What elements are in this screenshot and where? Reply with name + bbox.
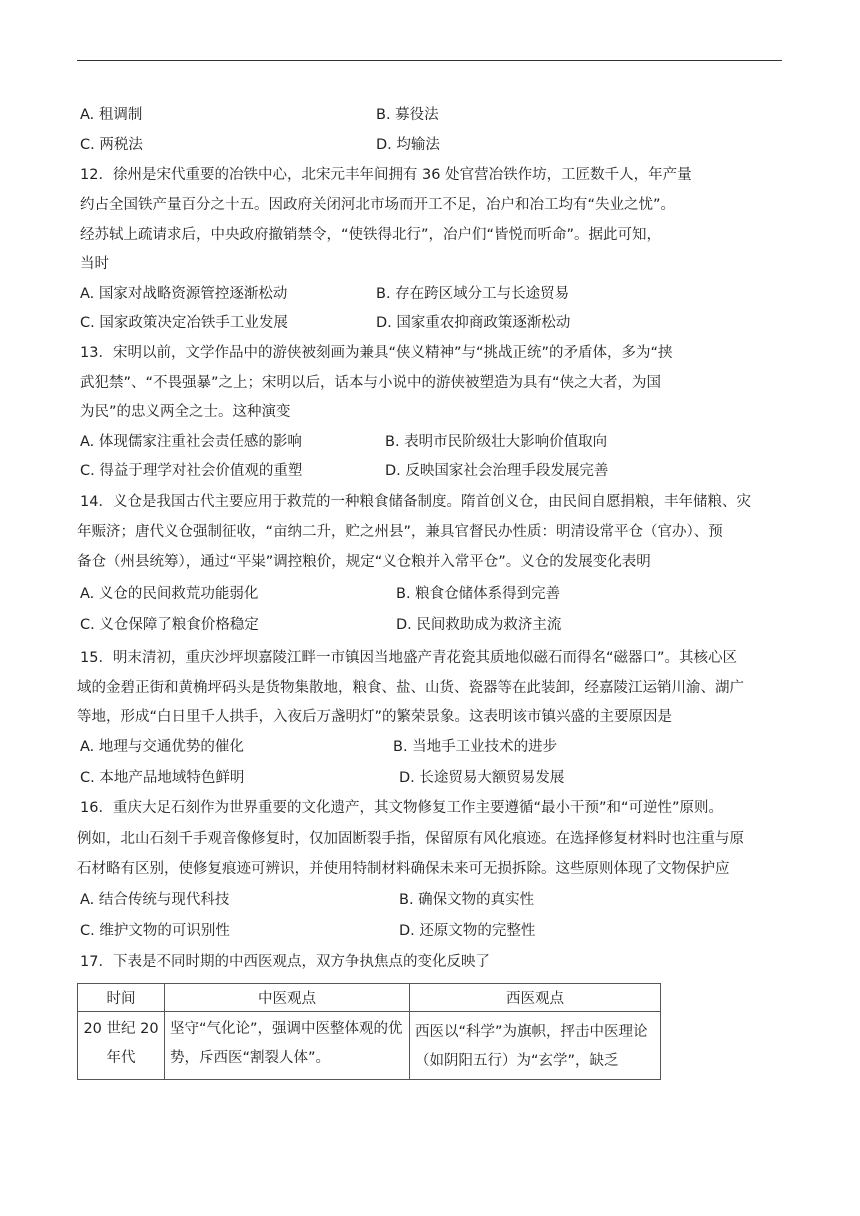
table-header-time: 时间	[78, 984, 165, 1012]
q13-option-d: D. 反映国家社会治理手段发展完善	[385, 463, 609, 479]
q14-stem-line: 年赈济；唐代义仓强制征收，“亩纳二升，贮之州县”，兼具官督民办性质：明清设常平仓（官办）、预	[77, 524, 723, 540]
q17-stem: 17．下表是不同时期的中西医观点，双方争执焦点的变化反映了	[80, 954, 490, 970]
table-row	[78, 1012, 661, 1080]
q11-option-b: B. 募役法	[376, 107, 439, 123]
q11-option-a: A. 租调制	[80, 107, 143, 123]
q17-table	[77, 983, 661, 1080]
q15-option-a: A. 地理与交通优势的催化	[80, 739, 244, 755]
header-rule	[77, 60, 782, 61]
q15-stem-line: 域的金碧正街和黄桷坪码头是货物集散地，粮食、盐、山货、瓷器等在此装卸，经嘉陵江运销川渝、湖广	[77, 680, 744, 696]
table-header-row	[78, 984, 661, 1012]
table-cell-western: 西医以“科学”为旗帜，抨击中医理论（如阴阳五行）为“玄学”，缺乏	[415, 1024, 648, 1069]
q11-option-d: D. 均输法	[376, 137, 440, 153]
q16-stem-line: 石材略有区别，使修复痕迹可辨识，并使用特制材料确保未来可无损拆除。这些原则体现了文物保护应	[77, 861, 730, 877]
q13-option-c: C. 得益于理学对社会价值观的重塑	[80, 463, 303, 479]
q12-stem-line: 经苏轼上疏请求后，中央政府撤销禁令，“使铁得北行”，冶户们“皆悦而听命”。据此可知，	[80, 227, 662, 243]
q11-option-c: C. 两税法	[80, 137, 143, 153]
q12-option-d: D. 国家重农抑商政策逐渐松动	[376, 315, 571, 331]
q13-option-b: B. 表明市民阶级壮大影响价值取向	[385, 434, 608, 450]
table-header-western: 西医观点	[410, 984, 661, 1012]
q13-stem-line: 武犯禁”、“不畏强暴”之上；宋明以后，话本与小说中的游侠被塑造为具有“侠之大者，为国	[80, 375, 662, 391]
q16-option-a: A. 结合传统与现代科技	[80, 892, 230, 908]
table-header-tcm: 中医观点	[165, 984, 410, 1012]
q14-option-c: C. 义仓保障了粮食价格稳定	[80, 617, 259, 633]
q13-option-a: A. 体现儒家注重社会责任感的影响	[80, 434, 302, 450]
q16-option-c: C. 维护文物的可识别性	[80, 923, 230, 939]
q14-option-d: D. 民间救助成为救济主流	[396, 617, 562, 633]
q15-stem-line: 等地，形成“白日里千人拱手，入夜后万盏明灯”的繁荣景象。这表明该市镇兴盛的主要原因是	[77, 709, 673, 725]
q14-stem-line: 14．义仓是我国古代主要应用于救荒的一种粮食储备制度。隋首创义仓，由民间自愿捐粮，丰年储粮、灾	[80, 494, 751, 510]
q16-option-d: D. 还原文物的完整性	[399, 923, 536, 939]
q15-option-c: C. 本地产品地域特色鲜明	[80, 770, 245, 786]
q12-stem-line: 当时	[80, 256, 109, 272]
table-cell-time: 20 世纪 20 年代	[83, 1021, 159, 1066]
q13-stem-line: 为民”的忠义两全之士。这种演变	[80, 404, 291, 420]
q16-stem-line: 16．重庆大足石刻作为世界重要的文化遗产，其文物修复工作主要遵循“最小干预”和“可逆性”原则。	[80, 800, 723, 816]
q14-stem-line: 备仓（州县统筹），通过“平粜”调控粮价，规定“义仓粮并入常平仓”。义仓的发展变化表明	[77, 554, 651, 570]
q15-option-d: D. 长途贸易大额贸易发展	[399, 770, 565, 786]
q12-option-c: C. 国家政策决定冶铁手工业发展	[80, 315, 288, 331]
q15-option-b: B. 当地手工业技术的进步	[393, 739, 558, 755]
q12-stem-line: 约占全国铁产量百分之十五。因政府关闭河北市场而开工不足，冶户和冶工均有“失业之忧”。	[80, 197, 676, 213]
q14-option-b: B. 粮食仓储体系得到完善	[396, 586, 561, 602]
q16-stem-line: 例如，北山石刻千手观音像修复时，仅加固断裂手指，保留原有风化痕迹。在选择修复材料时也注重与原	[77, 831, 744, 847]
q12-option-a: A. 国家对战略资源管控逐渐松动	[80, 286, 288, 302]
q12-option-b: B. 存在跨区域分工与长途贸易	[376, 286, 570, 302]
q15-stem-line: 15．明末清初，重庆沙坪坝嘉陵江畔一市镇因当地盛产青花瓷其质地似磁石而得名“磁器口”。其核心区	[80, 650, 737, 666]
q14-option-a: A. 义仓的民间救荒功能弱化	[80, 586, 259, 602]
table-cell-tcm: 坚守“气化论”，强调中医整体观的优势，斥西医“割裂人体”。	[170, 1021, 403, 1066]
q16-option-b: B. 确保文物的真实性	[399, 892, 535, 908]
q12-stem-line: 12．徐州是宋代重要的冶铁中心，北宋元丰年间拥有 36 处官营冶铁作坊，工匠数千人，年产量	[80, 167, 692, 183]
q13-stem-line: 13．宋明以前，文学作品中的游侠被刻画为兼具“侠义精神”与“挑战正统”的矛盾体，多为“挟	[80, 345, 673, 361]
